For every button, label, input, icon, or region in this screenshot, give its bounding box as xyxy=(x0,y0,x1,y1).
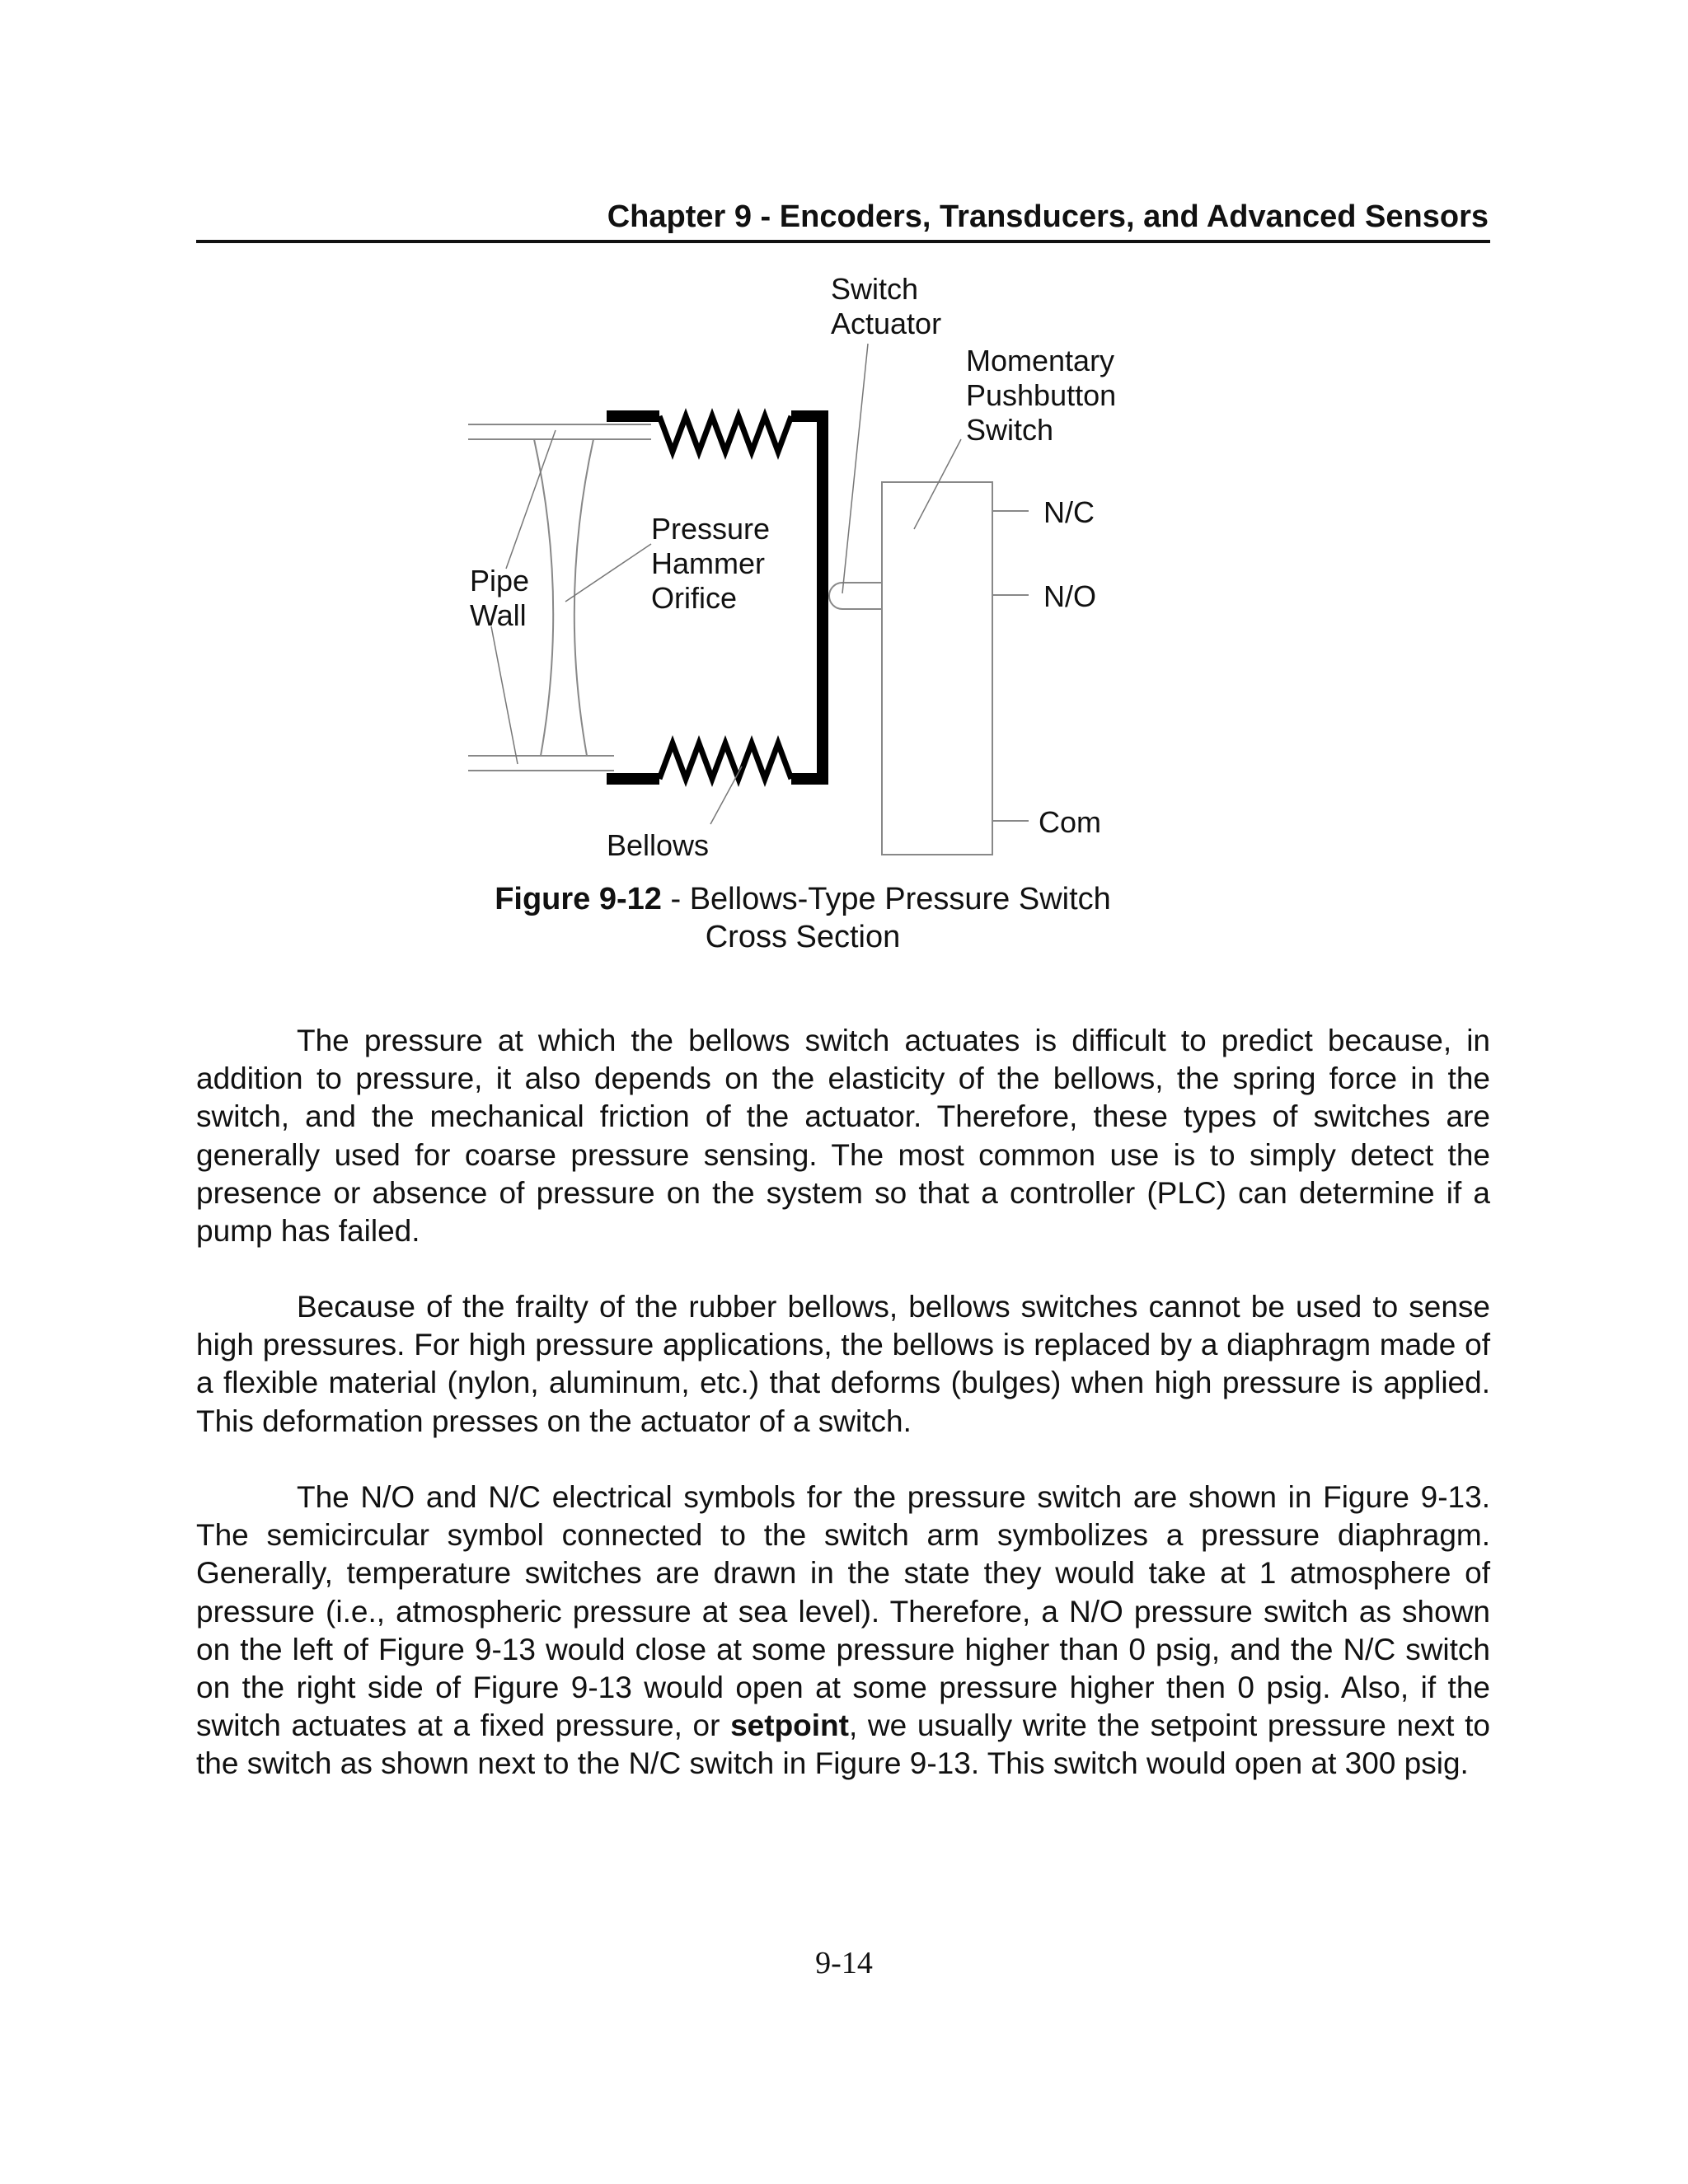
figure-caption xyxy=(391,880,1215,956)
paragraph-3 xyxy=(196,1479,1490,1783)
label-nc: N/C xyxy=(1043,495,1095,529)
setpoint-term: setpoint xyxy=(730,1708,849,1743)
label-no: N/O xyxy=(1043,579,1097,613)
paragraph-2: Because of the frailty of the rubber bellows, bellows switches cannot be used to sense high pressures. For high pressure applications, the bellows is replaced by a diaphragm made of a flexible material (nylon, aluminum, etc.) that deforms (bulges) when high pressure is applied. This deformation presses on the actuator of a switch. xyxy=(196,1290,1490,1438)
caption-text: - Bellows-Type Pressure Switch xyxy=(661,882,1111,916)
caption-line-2: Cross Section xyxy=(705,920,901,954)
figure-bellows-pressure-switch xyxy=(0,0,1688,989)
bellows-bottom xyxy=(659,743,791,779)
label-com: Com xyxy=(1039,805,1102,839)
paragraph-3-part-a: The N/O and N/C electrical symbols for the pressure switch are shown in Figure 9-13. The semicircular symbol connected to the switch arm symbolizes a pressure diaphragm. Generally, temperature switches are drawn in the state they would take at 1 atmosphere of pressure (i.e., atmospheric pressure at sea level). Therefore, a N/O pressure switch as shown on the left of Figure 9-13 would close at some pressure higher than 0 psig, and the N/C switch on the right side of Figure 9-13 would open at some pressure higher then 0 psig. Also, if the switch actuates at a fixed pressure, or xyxy=(196,1480,1490,1743)
paragraph-3-part-b: , we usually write the setpoint pressure next to the switch as shown next to the N/C switch in Figure 9-13. This switch would open at 300 psig. xyxy=(196,1708,1490,1781)
page-number: 9-14 xyxy=(815,1946,873,1980)
pipe-wall xyxy=(468,424,651,771)
caption-number: Figure 9-12 xyxy=(495,882,662,916)
chapter-header: Chapter 9 - Encoders, Transducers, and Advanced Sensors xyxy=(607,199,1489,234)
label-pipe-1: Pipe xyxy=(470,564,530,598)
bellows-top xyxy=(659,416,791,452)
switch-terminals xyxy=(992,511,1029,821)
label-pipe-2: Wall xyxy=(470,598,527,632)
label-pressure-3: Orifice xyxy=(651,581,738,615)
label-momentary-1: Momentary xyxy=(966,344,1115,377)
label-momentary-3: Switch xyxy=(966,413,1054,447)
switch-actuator xyxy=(829,583,882,609)
label-momentary-2: Pushbutton xyxy=(966,378,1117,412)
label-pressure-1: Pressure xyxy=(651,512,771,546)
label-bellows: Bellows xyxy=(607,828,710,862)
caption-line-1 xyxy=(391,880,1215,918)
label-switch-actuator-2: Actuator xyxy=(831,307,942,340)
pushbutton-switch-box xyxy=(882,482,992,855)
label-pressure-2: Hammer xyxy=(651,546,766,580)
diagram-svg xyxy=(0,0,1688,989)
pressure-hammer-orifice xyxy=(534,439,593,756)
label-switch-actuator-1: Switch xyxy=(831,272,919,306)
paragraph-1: The pressure at which the bellows switch actuates is difficult to predict because, in addition to pressure, it also depends on the elasticity of the bellows, the spring force in the switch, and the mechanical friction of the actuator. Therefore, these types of switches are generally used for coarse pressure sensing. The most common use is to simply detect the presence or absence of pressure on the system so that a controller (PLC) can determine if a pump has failed. xyxy=(196,1024,1490,1249)
